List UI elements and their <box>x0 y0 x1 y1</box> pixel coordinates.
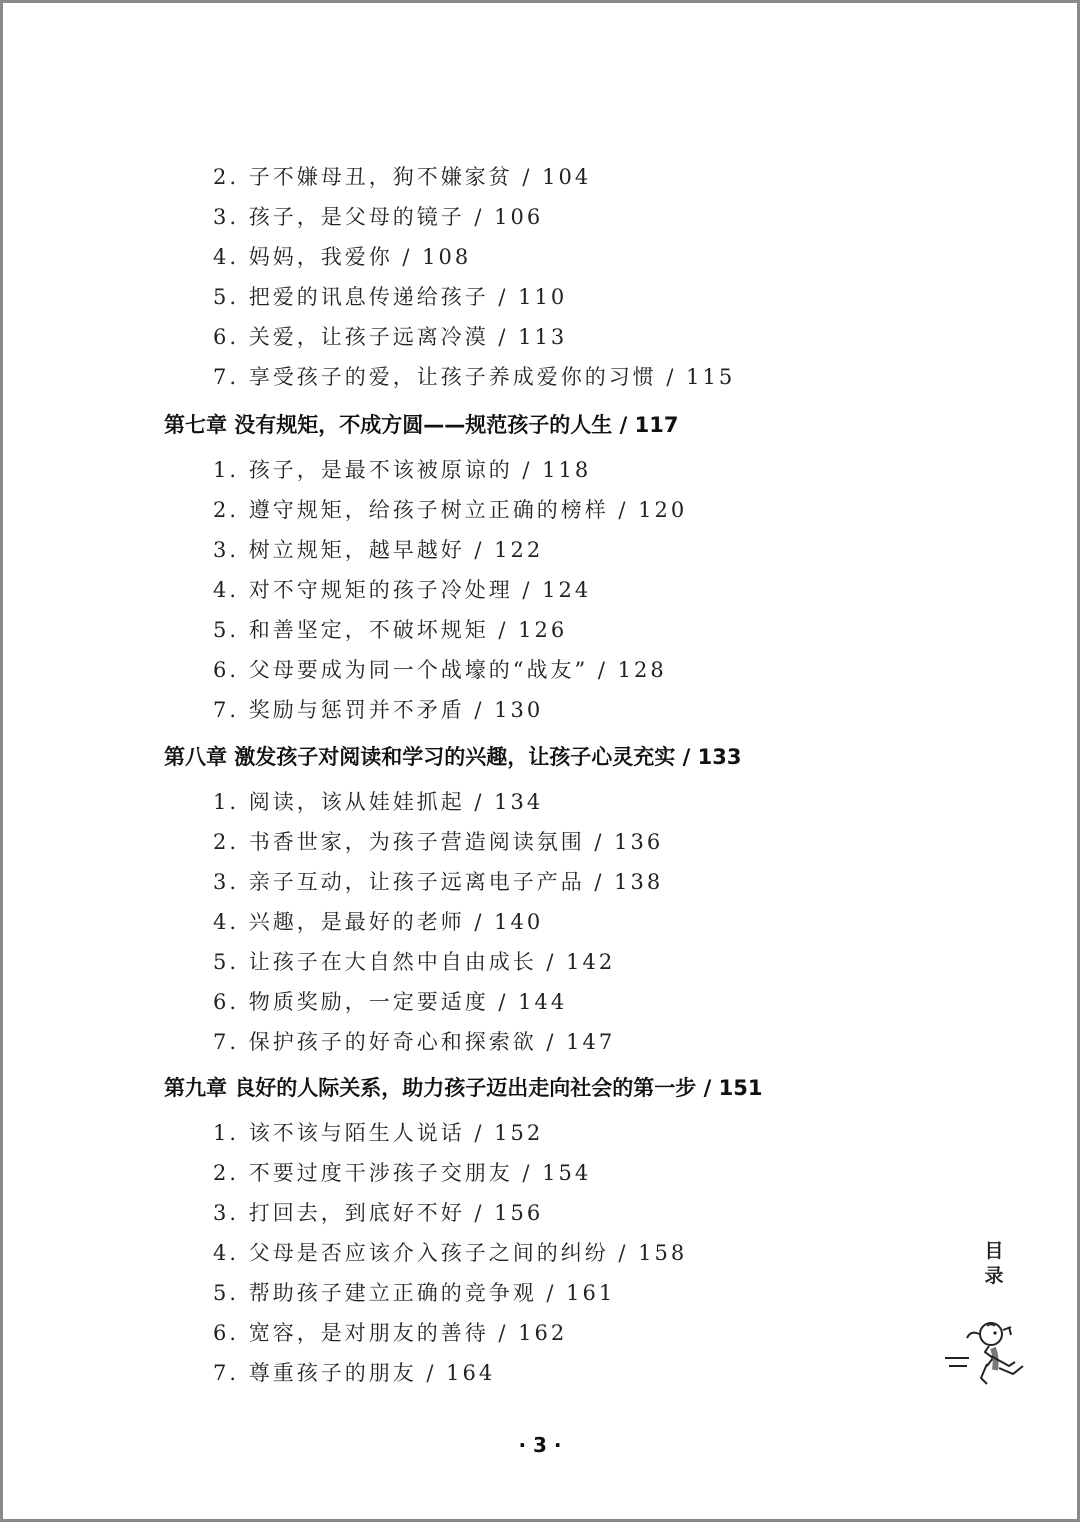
toc-entry[interactable]: 1. 该不该与陌生人说话 / 152 <box>213 1121 544 1145</box>
toc-entry[interactable]: 2. 不要过度干涉孩子交朋友 / 154 <box>213 1161 592 1185</box>
toc-entry[interactable]: 4. 妈妈，我爱你 / 108 <box>213 245 472 269</box>
toc-entry[interactable]: 6. 宽容，是对朋友的善待 / 162 <box>213 1321 568 1345</box>
toc-entry[interactable]: 6. 父母要成为同一个战壕的“战友” / 128 <box>213 658 667 682</box>
running-kid-illustration-icon <box>939 1316 1039 1396</box>
chapter-heading[interactable]: 第九章 良好的人际关系，助力孩子迈出走向社会的第一步 / 151 <box>164 1076 763 1100</box>
toc-entry[interactable]: 3. 孩子，是父母的镜子 / 106 <box>213 205 544 229</box>
toc-entry[interactable]: 5. 让孩子在大自然中自由成长 / 142 <box>213 950 616 974</box>
toc-entry[interactable]: 5. 和善坚定，不破坏规矩 / 126 <box>213 618 568 642</box>
toc-entry[interactable]: 2. 遵守规矩，给孩子树立正确的榜样 / 120 <box>213 498 688 522</box>
toc-entry[interactable]: 2. 子不嫌母丑，狗不嫌家贫 / 104 <box>213 165 592 189</box>
section-side-label <box>983 1239 1005 1289</box>
toc-entry[interactable]: 7. 保护孩子的好奇心和探索欲 / 147 <box>213 1030 616 1054</box>
toc-entry[interactable]: 3. 亲子互动，让孩子远离电子产品 / 138 <box>213 870 664 894</box>
toc-entry[interactable]: 5. 把爱的讯息传递给孩子 / 110 <box>213 285 568 309</box>
toc-entry[interactable]: 5. 帮助孩子建立正确的竞争观 / 161 <box>213 1281 616 1305</box>
toc-entry[interactable]: 1. 孩子，是最不该被原谅的 / 118 <box>213 458 592 482</box>
page-number: · 3 · <box>518 1433 562 1457</box>
toc-entry[interactable]: 6. 关爱，让孩子远离冷漠 / 113 <box>213 325 568 349</box>
side-label-char-1: 目 <box>984 1240 1004 1262</box>
toc-entry[interactable]: 2. 书香世家，为孩子营造阅读氛围 / 136 <box>213 830 664 854</box>
book-page <box>3 3 1077 1519</box>
toc-entry[interactable]: 7. 尊重孩子的朋友 / 164 <box>213 1361 496 1385</box>
toc-entry[interactable]: 4. 对不守规矩的孩子冷处理 / 124 <box>213 578 592 602</box>
toc-entry[interactable]: 4. 兴趣，是最好的老师 / 140 <box>213 910 544 934</box>
chapter-heading[interactable]: 第八章 激发孩子对阅读和学习的兴趣，让孩子心灵充实 / 133 <box>164 745 742 769</box>
toc-entry[interactable]: 3. 打回去，到底好不好 / 156 <box>213 1201 544 1225</box>
toc-entry[interactable]: 1. 阅读，该从娃娃抓起 / 134 <box>213 790 544 814</box>
chapter-heading[interactable]: 第七章 没有规矩，不成方圆——规范孩子的人生 / 117 <box>164 413 679 437</box>
toc-entry[interactable]: 7. 享受孩子的爱，让孩子养成爱你的习惯 / 115 <box>213 365 736 389</box>
toc-entry[interactable]: 7. 奖励与惩罚并不矛盾 / 130 <box>213 698 544 722</box>
toc-entry[interactable]: 6. 物质奖励，一定要适度 / 144 <box>213 990 568 1014</box>
side-label-char-2: 录 <box>984 1265 1004 1287</box>
toc-entry[interactable]: 4. 父母是否应该介入孩子之间的纠纷 / 158 <box>213 1241 688 1265</box>
toc-entry[interactable]: 3. 树立规矩，越早越好 / 122 <box>213 538 544 562</box>
